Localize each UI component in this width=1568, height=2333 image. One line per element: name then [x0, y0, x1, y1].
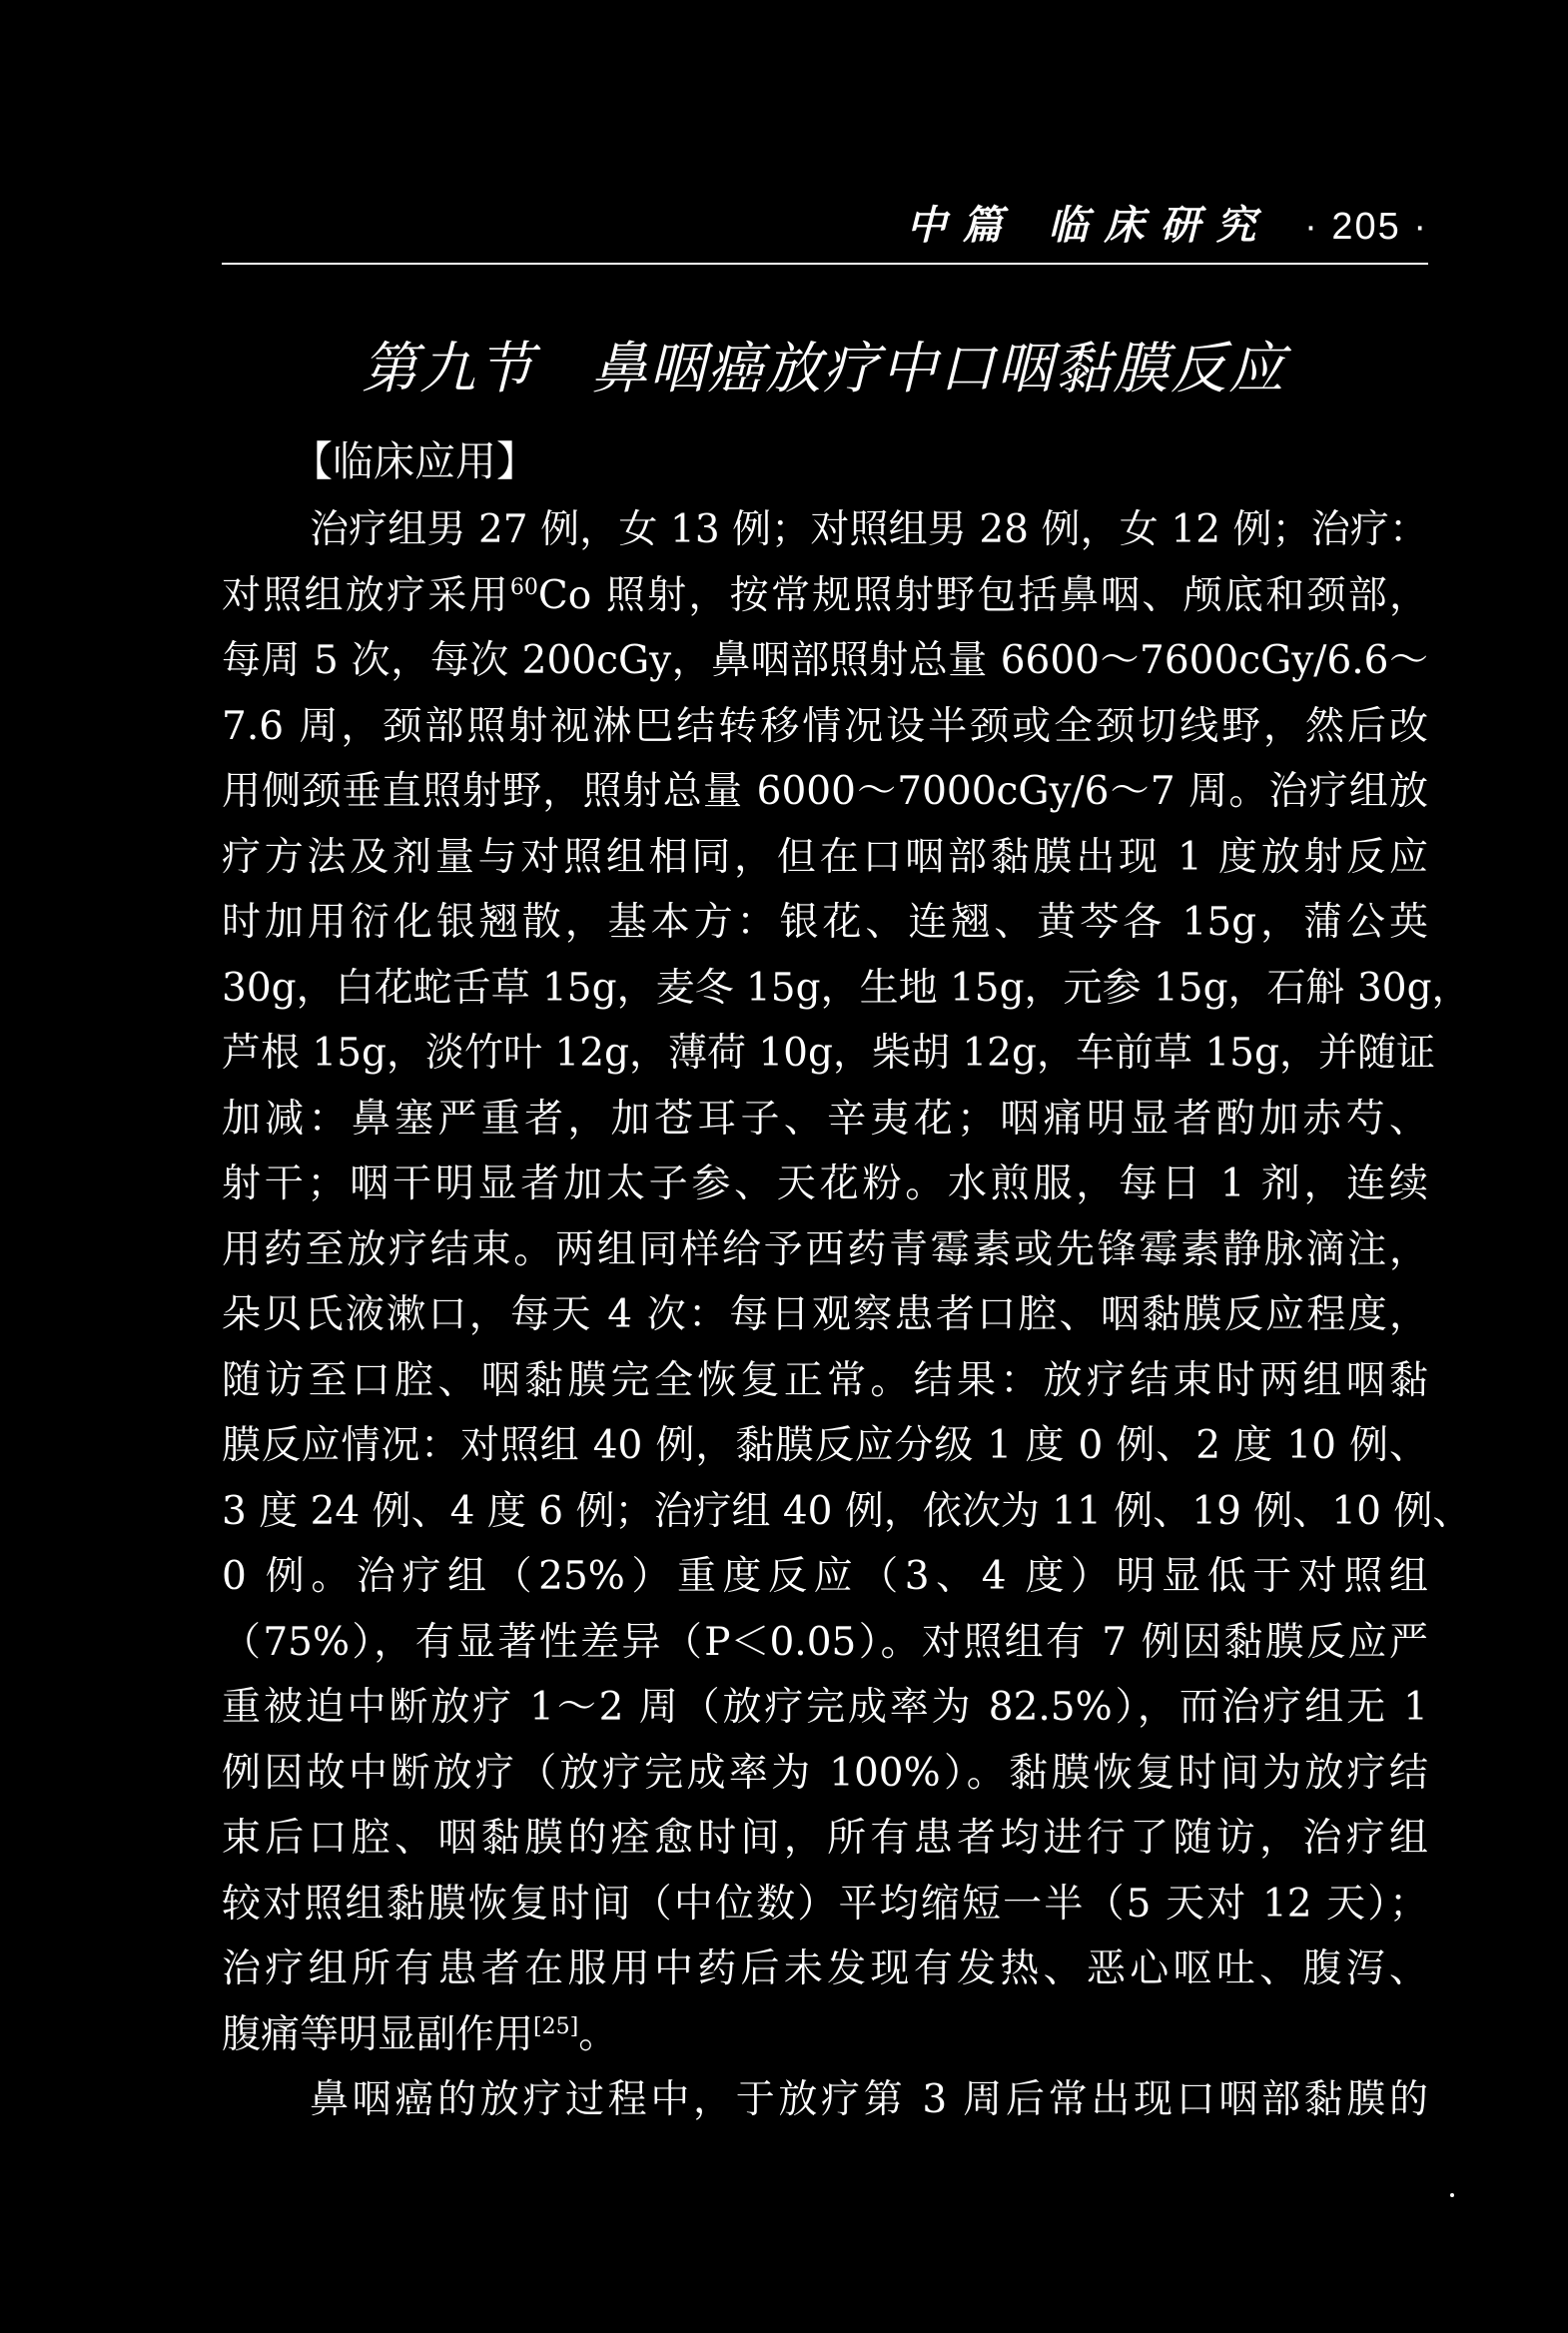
text-line: 随访至口腔、咽黏膜完全恢复正常。结果：放疗结束时两组咽黏 — [222, 1357, 1428, 1403]
text-line: 加减：鼻塞严重者，加苍耳子、辛夷花；咽痛明显者酌加赤芍、 — [222, 1096, 1428, 1142]
text-line: 芦根 15g，淡竹叶 12g，薄荷 10g，柴胡 12g，车前草 15g，并随证 — [222, 1031, 1435, 1076]
text-line-part: Co 照射，按常规照射野包括鼻咽、颅底和颈部， — [537, 572, 1428, 618]
reference-marker: [25] — [533, 2013, 579, 2039]
text-line: 疗方法及剂量与对照组相同，但在口咽部黏膜出现 1 度放射反应 — [222, 834, 1428, 880]
text-line: 治疗组男 27 例，女 13 例；对照组男 28 例，女 12 例；治疗： — [310, 507, 1428, 552]
section-title-text: 鼻咽癌放疗中口咽黏膜反应 — [591, 337, 1286, 401]
text-line: 治疗组所有患者在服用中药后未发现有发热、恶心呕吐、腹泻、 — [222, 1946, 1428, 1991]
text-line: 膜反应情况：对照组 40 例，黏膜反应分级 1 度 0 例、2 度 10 例、 — [222, 1423, 1428, 1468]
isotope-superscript: 60 — [509, 574, 538, 600]
page-number: · 205 · — [1304, 206, 1428, 248]
text-line: 3 度 24 例、4 度 6 例；治疗组 40 例，依次为 11 例、19 例、10 例、 — [222, 1488, 1472, 1534]
text-line — [222, 2002, 1428, 2068]
header-rule — [222, 263, 1428, 265]
text-line: 例因故中断放疗（放疗完成率为 100%）。黏膜恢复时间为放疗结 — [222, 1750, 1428, 1796]
text-line: 重被迫中断放疗 1～2 周（放疗完成率为 82.5%），而治疗组无 1 — [222, 1685, 1428, 1730]
text-line: 时加用衍化银翘散，基本方：银花、连翘、黄芩各 15g，蒲公英 — [222, 900, 1428, 945]
section-heading — [220, 330, 1428, 409]
text-line-part: 。 — [578, 2011, 618, 2057]
text-line: 用药至放疗结束。两组同样给予西药青霉素或先锋霉素静脉滴注， — [222, 1226, 1428, 1272]
text-line: 束后口腔、咽黏膜的痊愈时间，所有患者均进行了随访，治疗组 — [222, 1816, 1428, 1861]
journal-title: 中篇 临床研究 — [906, 202, 1272, 249]
text-line: 每周 5 次，每次 200cGy，鼻咽部照射总量 6600～7600cGy/6.6～ — [222, 638, 1428, 683]
text-line: 30g，白花蛇舌草 15g，麦冬 15g，生地 15g，元参 15g，石斛 30g， — [222, 965, 1471, 1011]
text-line: 0 例。治疗组（25%）重度反应（3、4 度）明显低于对照组 — [222, 1554, 1428, 1599]
text-line: 朵贝氏液漱口，每天 4 次：每日观察患者口腔、咽黏膜反应程度， — [222, 1292, 1428, 1337]
section-number: 第九节 — [362, 337, 535, 401]
text-line: 7.6 周，颈部照射视淋巴结转移情况设半颈或全颈切线野，然后改 — [222, 703, 1428, 749]
running-header — [220, 196, 1428, 256]
subsection-heading: 【临床应用】 — [292, 437, 537, 485]
text-line: （75%），有显著性差异（P＜0.05）。对照组有 7 例因黏膜反应严 — [222, 1619, 1428, 1665]
text-line-part: 对照组放疗采用 — [222, 572, 510, 618]
body-text — [222, 497, 1472, 2133]
text-line-part: 腹痛等明显副作用 — [222, 2011, 534, 2057]
scan-speck — [1450, 2193, 1454, 2197]
text-line: 鼻咽癌的放疗过程中，于放疗第 3 周后常出现口咽部黏膜的 — [310, 2077, 1428, 2122]
text-line: 较对照组黏膜恢复时间（中位数）平均缩短一半（5 天对 12 天）； — [222, 1881, 1428, 1927]
text-line — [222, 563, 1428, 629]
text-line: 用侧颈垂直照射野，照射总量 6000～7000cGy/6～7 周。治疗组放 — [222, 769, 1428, 814]
text-line: 射干；咽干明显者加太子参、天花粉。水煎服，每日 1 剂，连续 — [222, 1162, 1428, 1206]
